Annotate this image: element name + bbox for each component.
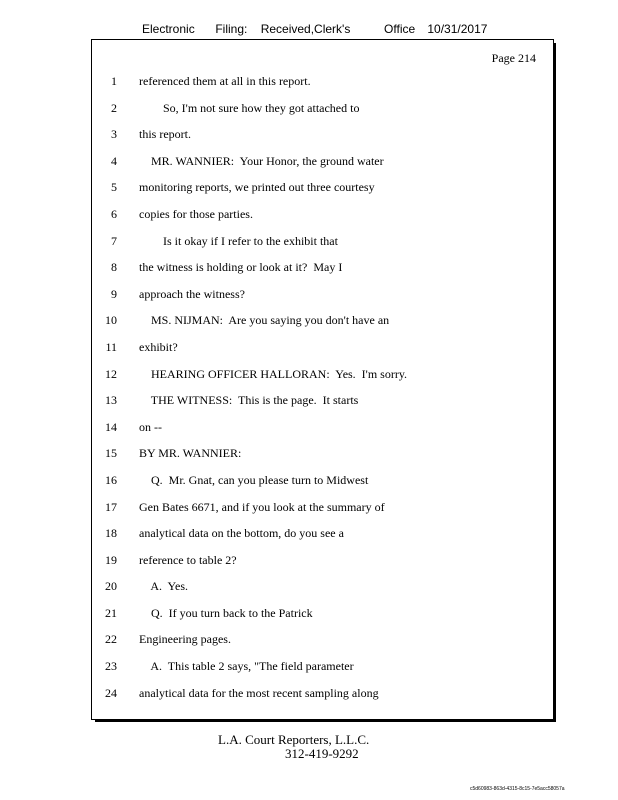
line-number: 9 [111,286,117,301]
line-text: analytical data for the most recent sampling along [139,685,379,700]
filing-header-electronic: Electronic [142,22,195,36]
line-number: 3 [111,127,117,142]
line-number: 1 [111,74,117,88]
line-text: Engineering pages. [139,632,231,647]
line-number: 18 [105,526,117,541]
line-text: reference to table 2? [139,552,237,567]
line-text: on -- [139,419,162,434]
court-reporter-phone: 312-419-9292 [285,746,359,761]
transcript-line [91,361,554,388]
line-text: BY MR. WANNIER: [139,446,242,461]
line-number: 5 [111,180,117,195]
line-text: MS. NIJMAN: Are you saying you don't have an [139,313,390,328]
filing-header-office: Office [384,22,416,36]
line-number: 7 [111,233,117,248]
transcript-line [91,626,554,653]
line-text: Gen Bates 6671, and if you look at the summary of [139,499,385,514]
line-number: 4 [111,153,117,168]
line-number: 17 [105,499,117,514]
line-number: 24 [105,685,117,700]
line-number: 2 [111,100,117,115]
line-text: approach the witness? [139,286,245,301]
line-text: monitoring reports, we printed out three courtesy [139,180,375,195]
transcript-line [91,600,554,627]
transcript-line [91,148,554,175]
line-number: 14 [105,419,117,434]
line-text: Q. Mr. Gnat, can you please turn to Midwest [139,472,369,487]
transcript-line [91,281,554,308]
transcript-line [91,121,554,148]
transcript-line [91,95,554,122]
line-number: 16 [105,472,117,487]
line-text: HEARING OFFICER HALLORAN: Yes. I'm sorry. [139,366,408,381]
line-number: 11 [105,339,117,354]
transcript-line [91,573,554,600]
line-text: So, I'm not sure how they got attached to [139,100,360,115]
line-number: 15 [105,446,117,461]
transcript-line [91,387,554,414]
transcript-line [91,494,554,521]
line-number: 8 [111,260,117,275]
transcript-line [91,201,554,228]
line-number: 13 [105,393,117,408]
line-text: exhibit? [139,339,178,354]
line-text: A. Yes. [139,579,189,594]
transcript-line [91,653,554,680]
transcript-line [91,228,554,255]
line-number: 19 [105,552,117,567]
line-number: 6 [111,206,117,221]
line-text: analytical data on the bottom, do you see a [139,526,344,541]
filing-header-received: Received,Clerk's [260,22,351,36]
line-number: 21 [105,605,117,620]
line-text: copies for those parties. [139,206,253,221]
court-reporter-name: L.A. Court Reporters, L.L.C. [218,732,370,747]
line-text: MR. WANNIER: Your Honor, the ground water [139,153,384,168]
filing-header-date: 10/31/2017 [427,22,488,36]
line-text: the witness is holding or look at it? May I [139,260,343,275]
line-number: 23 [105,659,117,674]
line-text: Q. If you turn back to the Patrick [139,605,313,620]
transcript-line [91,467,554,494]
line-text: THE WITNESS: This is the page. It starts [139,393,359,408]
transcript-body [91,68,554,706]
transcript-line [91,440,554,467]
transcript-line [91,520,554,547]
line-text: referenced them at all in this report. [139,74,311,88]
line-number: 22 [105,632,117,647]
transcript-line [91,68,554,95]
line-text: A. This table 2 says, "The field parameter [139,659,354,674]
transcript-line [91,254,554,281]
transcript-line [91,547,554,574]
transcript-line [91,174,554,201]
transcript-line [91,334,554,361]
line-number: 12 [105,366,117,381]
line-text: Is it okay if I refer to the exhibit that [139,233,338,248]
transcript-line [91,414,554,441]
filing-stamp-header [142,22,487,36]
line-text: this report. [139,127,191,142]
transcript-line [91,680,554,707]
line-number: 20 [105,579,117,594]
filing-header-filing: Filing: [215,22,248,36]
document-id: c5d60983-863d-4315-8c15-7e5acc58057a [470,786,565,792]
page-number: Page 214 [491,51,536,65]
line-number: 10 [105,313,117,328]
transcript-line [91,307,554,334]
